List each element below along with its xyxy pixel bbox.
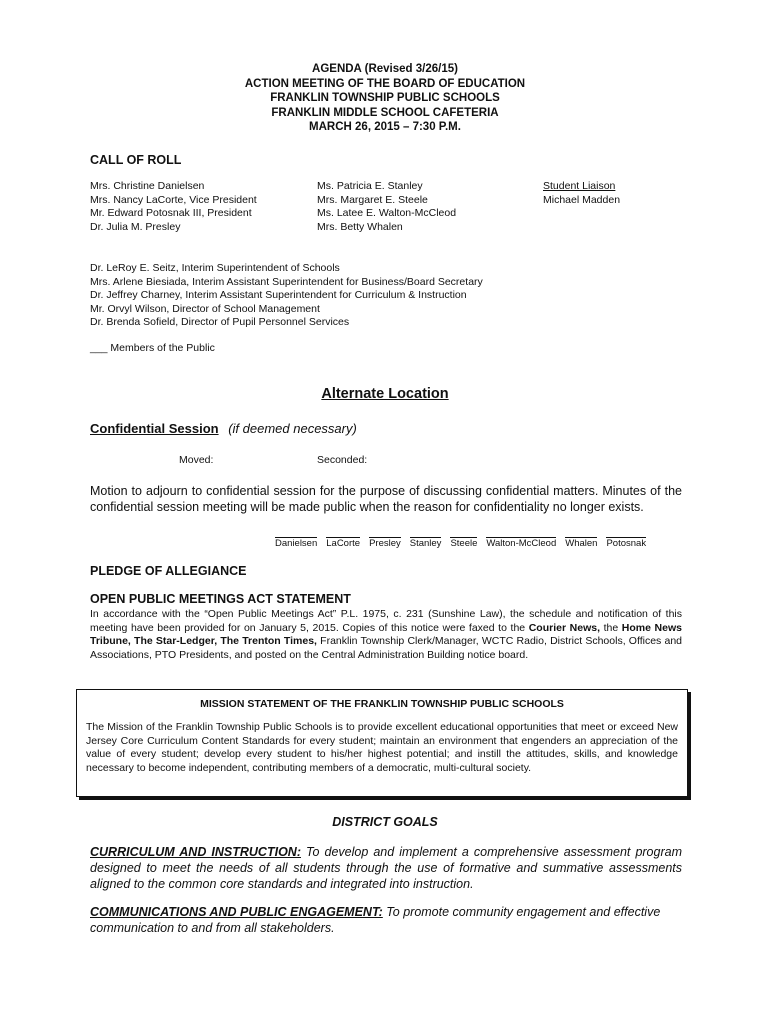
student-liaison-title: Student Liaison — [543, 180, 616, 192]
moved-label: Moved: — [179, 454, 214, 466]
opma-text-1: In accordance with the “Open Public Meetings Act” P.L. 1975, c. 231 (Sunshine Law), the schedule and notification of this meeting have been provided for on January 5, 2015. Copies of this notice were faxed to the — [90, 608, 682, 634]
header-line-5: MARCH 26, 2015 – 7:30 P.M. — [309, 121, 461, 133]
opma-statement — [90, 608, 682, 662]
header-line-4: FRANKLIN MIDDLE SCHOOL CAFETERIA — [271, 106, 499, 119]
board-member: Mrs. Christine Danielsen — [90, 180, 205, 192]
board-member: Mrs. Betty Whalen — [317, 220, 403, 233]
goal-communications-label: COMMUNICATIONS AND PUBLIC ENGAGEMENT: — [90, 905, 383, 919]
administrator: Dr. Jeffrey Charney, Interim Assistant Superintendent for Curriculum & Instruction — [90, 289, 467, 301]
board-member: Mr. Edward Potosnak III, President — [90, 207, 252, 219]
mission-statement-box — [76, 689, 688, 797]
vote-danielsen: Danielsen — [275, 538, 318, 549]
goal-curriculum-label: CURRICULUM AND INSTRUCTION: — [90, 845, 301, 859]
seconded-label: Seconded: — [317, 454, 368, 466]
vote-stanley: Stanley — [409, 538, 442, 549]
header-line-1: AGENDA (Revised 3/26/15) — [312, 63, 458, 75]
goal-communications — [90, 904, 682, 936]
vote-lacorte: LaCorte — [326, 538, 361, 549]
administrator: Dr. LeRoy E. Seitz, Interim Superintendent of Schools — [90, 262, 340, 274]
opma-bold-2: Home News Tribune, The Star-Ledger, The Trenton Times, — [90, 621, 682, 647]
confidential-motion: Motion to adjourn to confidential session for the purpose of discussing confidential matters. Minutes of the confidential session meeting will be made public when the reason for confidentiality no longer exists. — [90, 484, 682, 514]
vote-presley: Presley — [369, 538, 401, 549]
goal-curriculum — [90, 844, 682, 892]
agenda-header — [0, 62, 770, 135]
confidential-session-note: (if deemed necessary) — [228, 421, 357, 436]
pledge-heading: PLEDGE OF ALLEGIANCE — [90, 564, 247, 578]
opma-bold-1: Courier News, — [528, 621, 600, 634]
vote-walton-mccleod: Walton-McCleod — [486, 538, 557, 549]
opma-heading: OPEN PUBLIC MEETINGS ACT STATEMENT — [90, 592, 351, 606]
opma-text-2: the — [600, 621, 622, 634]
district-goals-heading: DISTRICT GOALS — [332, 815, 438, 829]
vote-potosnak: Potosnak — [606, 538, 647, 549]
board-member: Ms. Patricia E. Stanley — [317, 180, 423, 192]
mission-title: MISSION STATEMENT OF THE FRANKLIN TOWNSHIP PUBLIC SCHOOLS — [200, 698, 564, 710]
vote-row — [275, 537, 655, 549]
administrator: Mr. Orvyl Wilson, Director of School Management — [90, 302, 320, 315]
goal-curriculum-text: To develop and implement a comprehensive assessment program designed to meet the needs of all students through the use of formative and summative assessments aligned to the common core standards and integrated into instruction. — [90, 845, 682, 891]
administration-list — [90, 262, 483, 330]
opma-text-3: Franklin Township Clerk/Manager, WCTC Radio, District Schools, Offices and Associations, PTO Presidents, and posted on the Central Administration Building notice board. — [90, 635, 682, 661]
call-of-roll-title: CALL OF ROLL — [90, 153, 182, 167]
student-liaison-name: Michael Madden — [543, 193, 621, 206]
confidential-session-line — [90, 421, 357, 436]
roll-column-1 — [90, 180, 257, 234]
administrator: Dr. Brenda Sofield, Director of Pupil Personnel Services — [90, 316, 350, 328]
members-of-public: ___ Members of the Public — [90, 342, 215, 354]
board-member: Ms. Latee E. Walton-McCleod — [317, 207, 457, 219]
board-member: Mrs. Margaret E. Steele — [317, 193, 428, 206]
mission-text: The Mission of the Franklin Township Public Schools is to provide excellent educational opportunities that meet or exceed New Jersey Core Curriculum Content Standards for every student; maintain an environment that engenders an appreciation of the value of every student; develop every student to his/her highest potential; and instill the attitudes, skills, and knowledge necessary to become independent, contributing members of a democratic, multi-cultural society. — [86, 721, 678, 774]
board-member: Dr. Julia M. Presley — [90, 220, 181, 233]
alternate-location-heading: Alternate Location — [321, 386, 449, 402]
board-member: Mrs. Nancy LaCorte, Vice President — [90, 193, 257, 206]
header-line-3: FRANKLIN TOWNSHIP PUBLIC SCHOOLS — [270, 92, 500, 104]
vote-steele: Steele — [450, 538, 478, 549]
administrator: Mrs. Arlene Biesiada, Interim Assistant Superintendent for Business/Board Secretary — [90, 275, 483, 288]
header-line-2: ACTION MEETING OF THE BOARD OF EDUCATION — [244, 77, 526, 90]
roll-column-2 — [317, 180, 456, 234]
confidential-session-title: Confidential Session — [90, 421, 219, 436]
vote-whalen: Whalen — [565, 538, 598, 549]
goal-communications-text: To promote community engagement and effective communication to and from all stakeholders. — [90, 905, 661, 935]
student-liaison — [543, 180, 620, 207]
